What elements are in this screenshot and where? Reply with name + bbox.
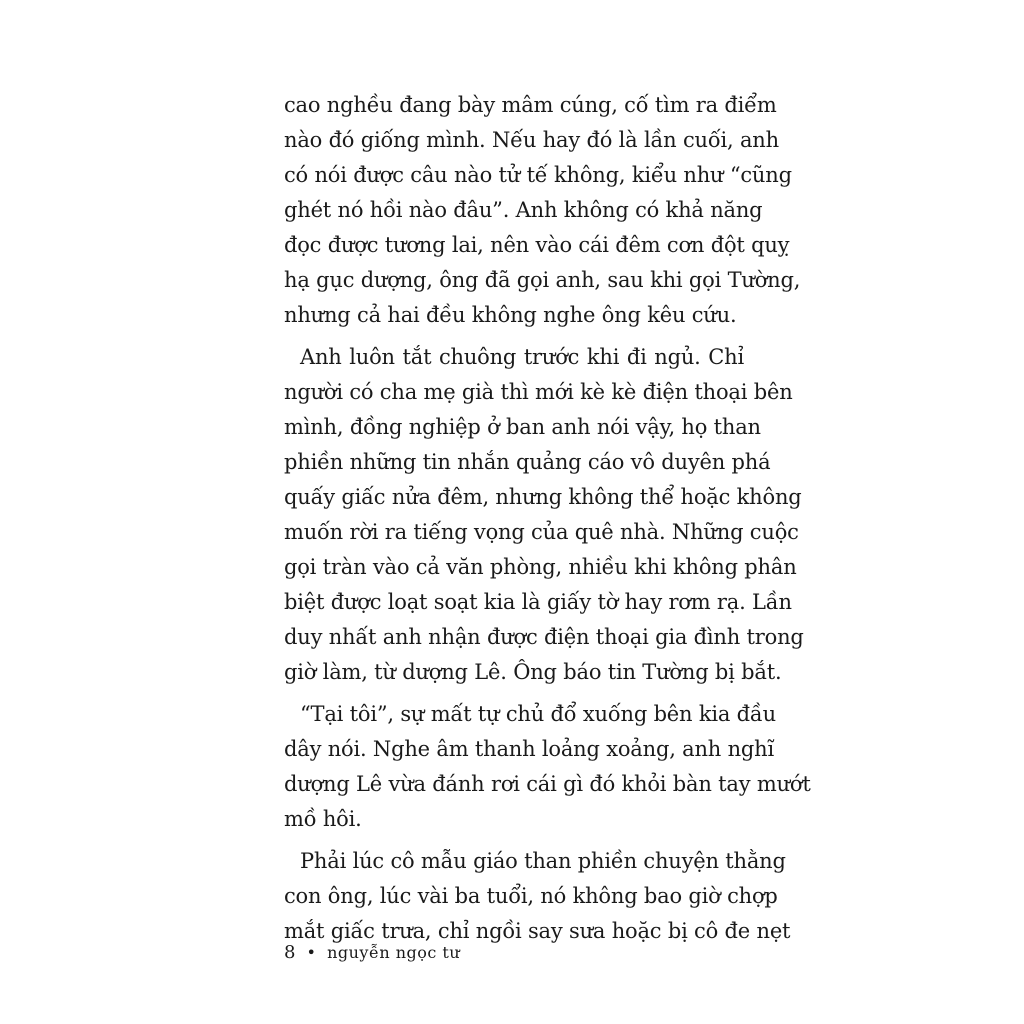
paragraph	[284, 697, 811, 837]
page-number: 8	[284, 942, 296, 963]
text-line: hạ gục dượng, ông đã gọi anh, sau khi gọi Tường,	[284, 268, 801, 292]
text-line: gọi tràn vào cả văn phòng, nhiều khi không phân	[284, 555, 797, 579]
text-line: biệt được loạt soạt kia là giấy tờ hay rơm rạ. Lần	[284, 590, 792, 614]
page-footer	[284, 942, 460, 963]
text-line: mồ hôi.	[284, 807, 362, 831]
text-line: dượng Lê vừa đánh rơi cái gì đó khỏi bàn tay mướt	[284, 772, 811, 796]
text-line: Anh luôn tắt chuông trước khi đi ngủ. Chỉ	[300, 345, 744, 369]
text-line: có nói được câu nào tử tế không, kiểu như “cũng	[284, 163, 792, 187]
body-text	[284, 88, 811, 956]
paragraph	[284, 340, 804, 690]
text-line: “Tại tôi”, sự mất tự chủ đổ xuống bên kia đầu	[300, 702, 776, 726]
text-line: người có cha mẹ già thì mới kè kè điện thoại bên	[284, 380, 793, 404]
text-line: nào đó giống mình. Nếu hay đó là lần cuối, anh	[284, 128, 779, 152]
paragraph	[284, 844, 791, 949]
text-line: muốn rời ra tiếng vọng của quê nhà. Những cuộc	[284, 520, 799, 544]
text-line: dây nói. Nghe âm thanh loảng xoảng, anh nghĩ	[284, 737, 775, 761]
text-line: ghét nó hồi nào đâu”. Anh không có khả năng	[284, 198, 763, 222]
text-line: Phải lúc cô mẫu giáo than phiền chuyện thằng	[300, 849, 786, 873]
text-line: nhưng cả hai đều không nghe ông kêu cứu.	[284, 303, 737, 327]
text-line: mắt giấc trưa, chỉ ngồi say sưa hoặc bị cô đe nẹt	[284, 919, 791, 943]
text-line: cao nghều đang bày mâm cúng, cố tìm ra điểm	[284, 93, 777, 117]
text-line: phiền những tin nhắn quảng cáo vô duyên phá	[284, 450, 771, 474]
footer-separator: •	[306, 943, 316, 962]
author-name: nguyễn ngọc tư	[327, 943, 461, 962]
text-line: con ông, lúc vài ba tuổi, nó không bao giờ chợp	[284, 884, 778, 908]
text-line: đọc được tương lai, nên vào cái đêm cơn đột quỵ	[284, 233, 790, 257]
paragraph	[284, 88, 801, 333]
text-line: mình, đồng nghiệp ở ban anh nói vậy, họ than	[284, 415, 761, 439]
text-line: giờ làm, từ dượng Lê. Ông báo tin Tường bị bắt.	[284, 660, 782, 684]
text-line: duy nhất anh nhận được điện thoại gia đình trong	[284, 625, 804, 649]
text-line: quấy giấc nửa đêm, nhưng không thể hoặc không	[284, 485, 802, 509]
